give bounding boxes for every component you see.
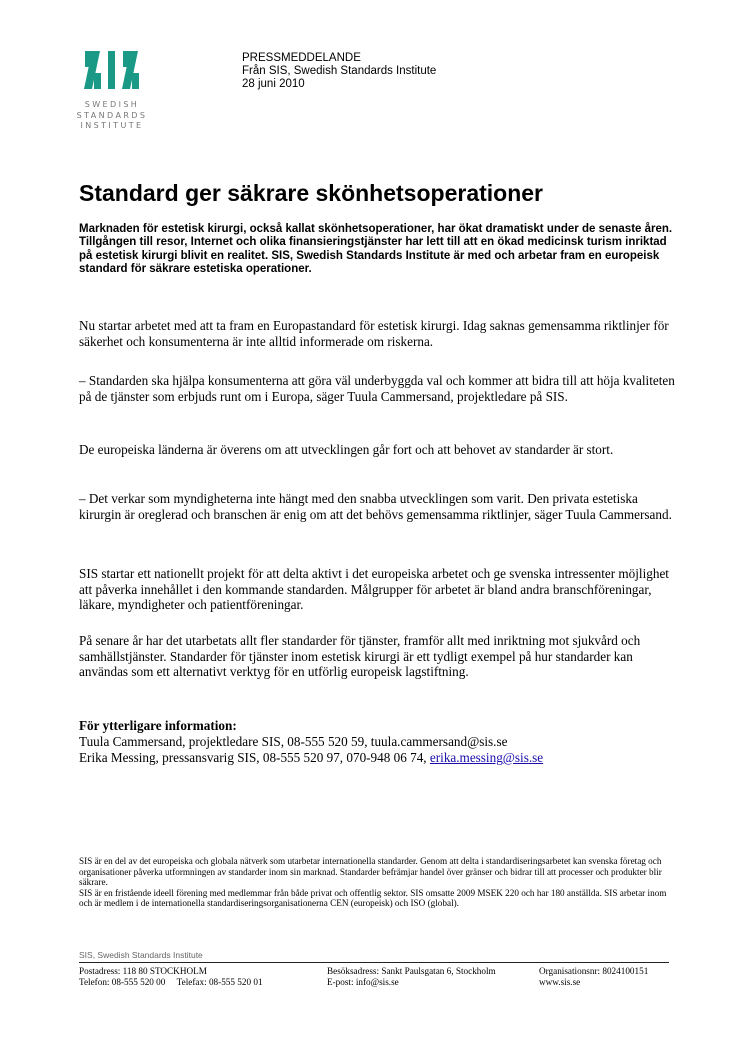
- fineprint-p2: SIS är en fristående ideell förening med medlemmar från både privat och offentlig sektor. SIS omsatte 2009 MSEK 220 och har 180 anställda. SIS arbetar inom och är medlem i de internationella standardiseringsorganisationerna CEN (europeisk) och ISO (global).: [79, 887, 667, 909]
- logo-line-2: STANDARDS: [76, 110, 148, 120]
- footer-divider: [79, 962, 669, 963]
- footer-visit: Besöksadress: Sankt Paulsgatan 6, Stockholm: [327, 966, 496, 976]
- body-paragraph-3: De europeiska länderna är överens om att utvecklingen går fort och att behovet av standarder är stort.: [79, 442, 614, 457]
- sis-logo-mark: [84, 49, 140, 91]
- logo-wordmark: [70, 100, 154, 132]
- logo-block-1: [85, 51, 92, 67]
- logo-block-3: [123, 51, 130, 67]
- footer-postal: Postadress: 118 80 STOCKHOLM: [79, 966, 207, 976]
- press-header: [242, 52, 436, 91]
- body-paragraph-2: – Standarden ska hjälpa konsumenterna att göra väl underbyggda val och kommer att bidra till att höja kvaliteten på de tjänster som erbjuds runt om i Europa, säger Tuula Cammersand, projektledare på SIS.: [79, 373, 675, 404]
- lead-paragraph: Marknaden för estetisk kirurgi, också kallat skönhetsoperationer, har ökat dramatiskt under de senaste åren. Tillgången till resor, Internet och olika finansieringstjänster har lett till att en ökad medicinsk turism inriktad på estetisk kirurgi blivit en realitet. SIS, Swedish Standards Institute är med och arbetar fram en europeisk standard för säkrare estetiska operationer.: [79, 223, 673, 276]
- page-title: Standard ger säkrare skönhetsoperationer: [79, 180, 543, 206]
- footer-col-contact: [79, 966, 263, 987]
- logo-stroke-i: [108, 51, 115, 89]
- footer-col-visit: [327, 966, 496, 987]
- footer-email: E-post: info@sis.se: [327, 976, 399, 987]
- footer-phone: Telefon: 08-555 520 00 Telefax: 08-555 520 01: [79, 976, 263, 987]
- logo-block-4: [132, 73, 139, 89]
- erika-email-link[interactable]: erika.messing@sis.se: [429, 750, 544, 765]
- body-paragraph-4: – Det verkar som myndigheterna inte hängt med den snabba utvecklingen som varit. Den privata estetiska kirurgin är oreglerad och branschen är enig om att det behövs gemensamma riktlinjer, säger Tuula Cammersand.: [79, 491, 672, 522]
- body-paragraph-1: Nu startar arbetet med att ta fram en Europastandard för estetisk kirurgi. Idag saknas gemensamma riktlinjer för säkerhet och konsumenterna är inte alltid informerade om riskerna.: [79, 318, 669, 349]
- footer-web: www.sis.se: [539, 976, 581, 987]
- fineprint-p1: SIS är en del av det europeiska och globala nätverk som utarbetar internationella standarder. Genom att delta i standardiseringsarbetet kan svenska företag och organisationer påverka utformningen av standarder inom sin marknad. Standarder befrämjar handel över gränser och bidrar till att processer och produkter blir säkrare.: [79, 856, 662, 888]
- fineprint: [79, 856, 669, 909]
- header-from: Från SIS, Swedish Standards Institute: [242, 65, 437, 77]
- contact-erika: [79, 750, 543, 766]
- body-paragraph-6: På senare år har det utarbetats allt fler standarder för tjänster, framför allt med inriktning mot sjukvård och samhällstjänster. Standarder för tjänster inom estetisk kirurgi är ett tydligt exempel på hur standarder kan användas som ett alternativt verktyg för en utförlig europeisk lagstiftning.: [79, 633, 641, 679]
- logo-line-3: INSTITUTE: [80, 121, 144, 130]
- info-heading: För ytterligare information:: [79, 718, 237, 733]
- header-date: 28 juni 2010: [242, 78, 305, 90]
- contact-tuula: Tuula Cammersand, projektledare SIS, 08-555 520 59, tuula.cammersand@sis.se: [79, 734, 508, 749]
- logo-block-2: [94, 73, 101, 89]
- contact-erika-text: Erika Messing, pressansvarig SIS, 08-555 520 97, 070-948 06 74,: [79, 750, 430, 765]
- body-paragraph-5: SIS startar ett nationellt projekt för att delta aktivt i det europeiska arbetet och ge svenska intressenter möjlighet att påverka innehållet i den kommande standarden. Målgrupper för arbetet är bland andra branschföreningar, läkare, myndigheter och patientföreningar.: [79, 566, 669, 612]
- header-type: PRESSMEDDELANDE: [242, 52, 361, 64]
- footer-col-org: [539, 966, 648, 987]
- footer-orgnr: Organisationsnr: 8024100151: [539, 966, 649, 976]
- logo-line-1: SWEDISH: [84, 100, 140, 109]
- footer-org: SIS, Swedish Standards Institute: [79, 950, 203, 960]
